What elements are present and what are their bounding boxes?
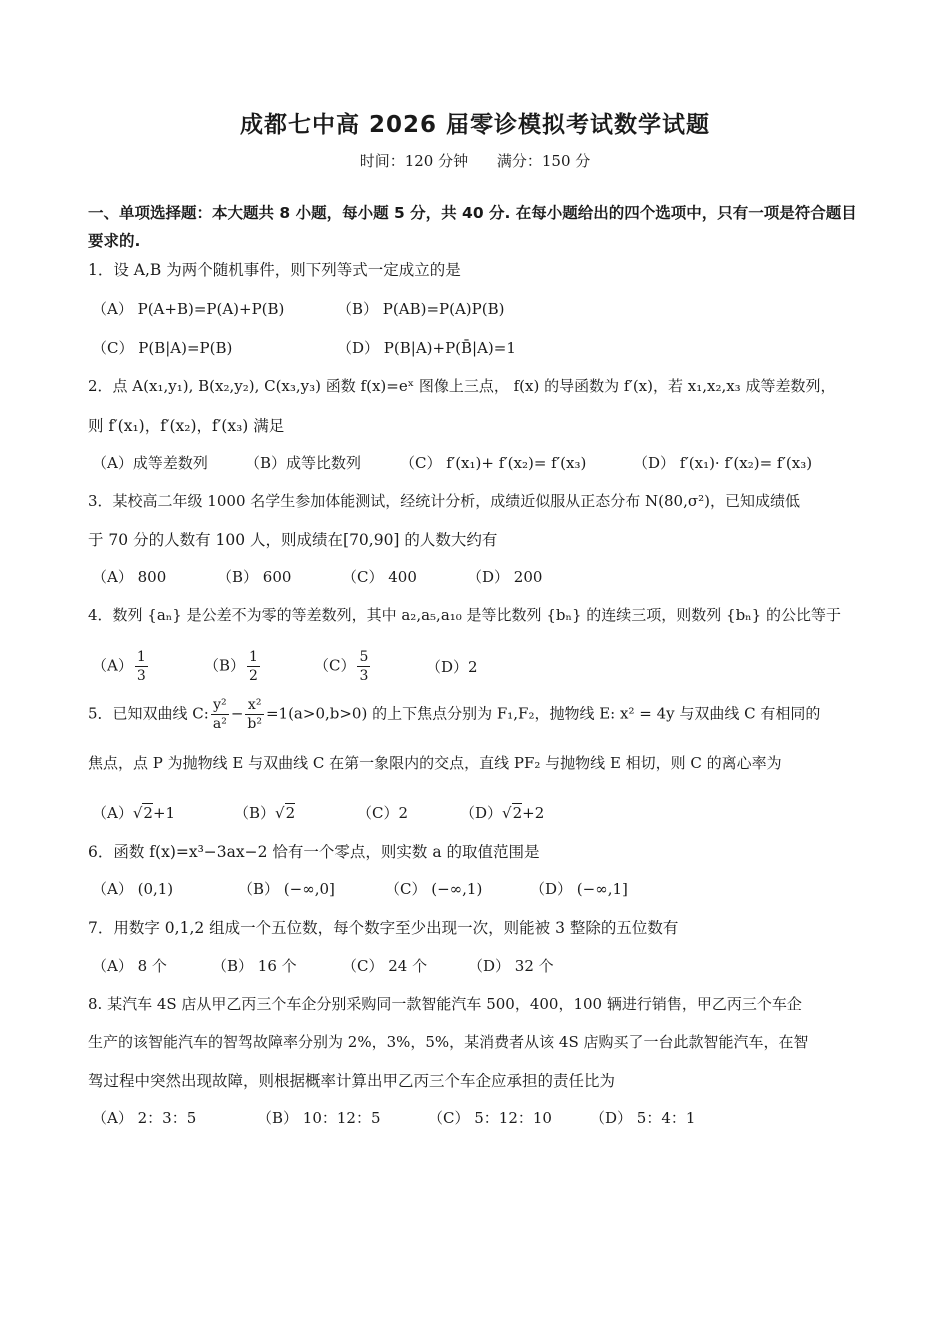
- option-a: （A） (0,1): [92, 880, 174, 898]
- option-d: [460, 802, 544, 823]
- question-7: 7．用数字 0,1,2 组成一个五位数，每个数字至少出现一次，则能被 3 整除的五位数有: [88, 919, 679, 937]
- option-label: （A）: [92, 804, 133, 822]
- fraction: [357, 648, 370, 685]
- option-label: （B）: [204, 656, 246, 675]
- fraction: [135, 648, 148, 685]
- section-heading: 一、单项选择题：本大题共 8 小题，每小题 5 分，共 40 分. 在每小题给出的四个选项中，只有一项是符合题目要求的.: [88, 204, 857, 250]
- question-5-suffix: =1(a>0,b>0) 的上下焦点分别为 F₁,F₂，抛物线 E: x² = 4y 与双曲线 C 有相同的: [265, 704, 821, 723]
- option-rest: +2: [522, 804, 545, 822]
- exam-time: 时间：120 分钟: [359, 152, 469, 170]
- radicand: 2: [512, 804, 523, 822]
- fraction: [245, 696, 264, 733]
- denominator: a²: [212, 716, 227, 732]
- option-value: 2: [398, 804, 409, 822]
- question-6: 6．函数 f(x)=x³−3ax−2 恰有一个零点，则实数 a 的取值范围是: [88, 843, 540, 861]
- question-5-prefix: 5．已知双曲线 C:: [88, 704, 209, 723]
- option-c: （C） 400: [342, 568, 417, 586]
- question-5-line-1: [88, 696, 878, 733]
- option-d: [426, 656, 478, 677]
- option-b: （B） 600: [217, 568, 292, 586]
- option-b: （B）成等比数列: [245, 454, 362, 472]
- option-b: [234, 802, 295, 823]
- exam-title: 成都七中高 2026 届零诊模拟考试数学试题: [239, 112, 711, 138]
- question-3-line-2: 于 70 分的人数有 100 人，则成绩在[70,90] 的人数大约有: [88, 531, 498, 549]
- denominator: 3: [136, 668, 146, 684]
- option-d: （D） P(B|A)+P(B̄|A)=1: [337, 339, 516, 357]
- option-d: （D） 200: [467, 568, 543, 586]
- question-3-line-1: 3．某校高二年级 1000 名学生参加体能测试，经统计分析，成绩近似服从正态分布 N(80,σ²)，已知成绩低: [88, 492, 800, 510]
- option-c: （C） P(B|A)=P(B): [92, 339, 233, 357]
- question-5-line-2: 焦点，点 P 为抛物线 E 与双曲线 C 在第一象限内的交点，直线 PF₂ 与抛物线 E 相切，则 C 的离心率为: [88, 754, 782, 772]
- exam-info: [0, 150, 950, 171]
- option-d: （D） 32 个: [468, 957, 554, 975]
- question-8-line-3: 驾过程中突然出现故障，则根据概率计算出甲乙丙三个车企应承担的责任比为: [88, 1072, 616, 1090]
- option-a: [92, 802, 175, 823]
- question-4: 4．数列 {aₙ} 是公差不为零的等差数列，其中 a₂,a₅,a₁₀ 是等比数列 {bₙ} 的连续三项，则数列 {bₙ} 的公比等于: [88, 606, 841, 624]
- fraction: [211, 696, 229, 733]
- option-value: 2: [468, 658, 478, 676]
- option-label: （D）: [426, 658, 469, 676]
- option-label: （D）: [460, 804, 503, 822]
- option-label: （C）: [314, 656, 356, 675]
- sqrt-symbol: √: [275, 804, 285, 822]
- question-8-line-2: 生产的该智能汽车的智驾故障率分别为 2%，3%，5%，某消费者从该 4S 店购买了一台此款智能汽车，在智: [88, 1033, 809, 1051]
- numerator: y²: [211, 696, 229, 715]
- numerator: x²: [245, 696, 264, 715]
- exam-score: 满分：150 分: [496, 152, 591, 170]
- option-label: （C）: [357, 804, 399, 822]
- denominator: 3: [359, 668, 369, 684]
- option-b: （B） 16 个: [212, 957, 297, 975]
- denominator: 2: [249, 668, 258, 684]
- option-c: （C） 24 个: [342, 957, 428, 975]
- option-d: （D） 5：4：1: [590, 1109, 696, 1127]
- option-a: [92, 648, 150, 685]
- option-b: （B） 10：12：5: [257, 1109, 381, 1127]
- option-c: [357, 802, 408, 823]
- option-b: （B） P(AB)=P(A)P(B): [337, 300, 505, 318]
- fraction: [247, 648, 260, 685]
- option-b: [204, 648, 262, 685]
- option-c: （C） 5：12：10: [428, 1109, 552, 1127]
- option-a: （A） 800: [92, 568, 167, 586]
- question-2-line-2: 则 f′(x₁)，f′(x₂)，f′(x₃) 满足: [88, 417, 285, 435]
- denominator: b²: [247, 716, 262, 732]
- numerator: 1: [249, 649, 258, 665]
- option-label: （B）: [234, 804, 276, 822]
- numerator: 5: [359, 649, 369, 665]
- radicand: 2: [143, 804, 153, 822]
- option-c: [314, 648, 372, 685]
- option-a: （A）成等差数列: [92, 454, 208, 472]
- question-8-line-1: 8. 某汽车 4S 店从甲乙丙三个车企分别采购同一款智能汽车 500，400，100 辆进行销售，甲乙丙三个车企: [88, 995, 802, 1013]
- sqrt-symbol: √: [132, 804, 143, 822]
- sqrt-symbol: √: [502, 804, 512, 822]
- option-a: （A） 2：3：5: [92, 1109, 197, 1127]
- option-a: （A） 8 个: [92, 957, 167, 975]
- option-d: （D） f′(x₁)· f′(x₂)= f′(x₃): [633, 454, 813, 472]
- option-d: （D） (−∞,1]: [530, 880, 628, 898]
- option-c: （C） (−∞,1): [385, 880, 483, 898]
- radicand: 2: [285, 804, 296, 822]
- option-rest: +1: [152, 804, 176, 822]
- option-b: （B） (−∞,0]: [238, 880, 335, 898]
- option-label: （A）: [92, 656, 133, 675]
- question-1: 1．设 A,B 为两个随机事件，则下列等式一定成立的是: [88, 261, 461, 279]
- minus-sign: −: [230, 704, 244, 723]
- option-c: （C） f′(x₁)+ f′(x₂)= f′(x₃): [400, 454, 587, 472]
- numerator: 1: [136, 649, 146, 665]
- option-a: （A） P(A+B)=P(A)+P(B): [92, 300, 285, 318]
- question-2-line-1: 2．点 A(x₁,y₁), B(x₂,y₂), C(x₃,y₃) 函数 f(x)=eˣ 图像上三点， f(x) 的导函数为 f′(x)，若 x₁,x₂,x₃ 成等差数列，: [88, 377, 836, 395]
